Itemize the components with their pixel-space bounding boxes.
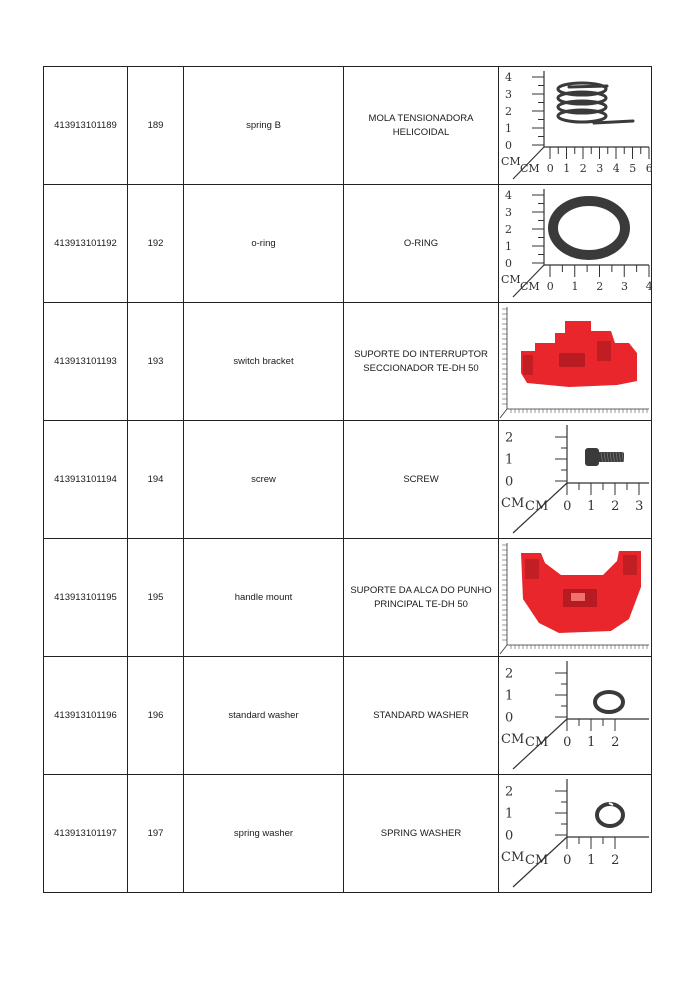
scale-y-label: 2	[505, 666, 514, 682]
scale-y-label: 2	[505, 784, 514, 800]
part-name-pt-text: SCREW	[403, 473, 439, 485]
part-photo	[499, 421, 651, 538]
scale-y-label: 0	[505, 710, 514, 726]
part-image	[499, 185, 652, 303]
scale-y-label: 0	[505, 474, 514, 490]
part-image	[499, 539, 652, 657]
part-photo	[499, 303, 651, 420]
scale-x-label: 1	[587, 499, 596, 514]
scale-y-label: 2	[505, 430, 514, 446]
table-row	[44, 67, 652, 185]
scale-unit-label: CM	[501, 732, 525, 747]
item-number: 195	[128, 539, 184, 657]
table-row	[44, 657, 652, 775]
part-name-pt	[344, 539, 499, 657]
scale-x-label: 2	[611, 853, 620, 868]
part-code: 413913101196	[44, 657, 128, 775]
part-name-en: standard washer	[184, 657, 344, 775]
part-name-pt	[344, 303, 499, 421]
screw-icon	[585, 448, 624, 466]
scale-y-label: 1	[505, 452, 514, 468]
scale-diagonal	[500, 645, 507, 654]
part-image	[499, 421, 652, 539]
part-name-en: switch bracket	[184, 303, 344, 421]
o-ring-icon	[553, 201, 625, 255]
table-row	[44, 185, 652, 303]
washer-icon	[595, 692, 623, 712]
table-row	[44, 421, 652, 539]
scale-x-label: 2	[611, 735, 620, 750]
scale-x-label: 1	[571, 280, 579, 293]
scale-unit-label: CM	[525, 735, 549, 750]
handle-mount-icon	[521, 551, 641, 633]
scale-y-label: 0	[505, 138, 512, 152]
item-number: 196	[128, 657, 184, 775]
part-code: 413913101195	[44, 539, 128, 657]
scale-x-label: 1	[587, 735, 596, 750]
scale-x-label: 0	[563, 735, 572, 750]
table-row	[44, 539, 652, 657]
part-image	[499, 67, 652, 185]
scale-x-label: 0	[546, 280, 554, 293]
scale-unit-label: CM	[525, 853, 549, 868]
scale-y-label: 1	[505, 239, 512, 253]
scale-unit-label: CM	[501, 496, 525, 511]
scale-unit-label: CM	[501, 850, 525, 865]
part-name-pt-text: SPRING WASHER	[380, 827, 462, 839]
table-row	[44, 775, 652, 893]
scale-x-label: 3	[620, 280, 628, 293]
part-name-pt	[344, 775, 499, 893]
scale-y-label: 1	[505, 121, 512, 135]
part-image	[499, 775, 652, 893]
part-name-pt-text: MOLA TENSIONADORA HELICOIDAL	[368, 112, 474, 138]
part-photo	[499, 185, 651, 302]
part-code: 413913101192	[44, 185, 128, 303]
item-number: 193	[128, 303, 184, 421]
scale-y-label: 1	[505, 688, 514, 704]
spring-icon	[558, 83, 633, 123]
part-photo	[499, 775, 651, 892]
part-code: 413913101194	[44, 421, 128, 539]
scale-y-label: 0	[505, 828, 514, 844]
part-photo	[499, 657, 651, 774]
scale-y-label: 2	[505, 222, 512, 236]
part-name-en: spring washer	[184, 775, 344, 893]
part-image	[499, 657, 652, 775]
part-name-en: screw	[184, 421, 344, 539]
item-number: 192	[128, 185, 184, 303]
part-name-pt	[344, 185, 499, 303]
parts-table-body	[44, 67, 652, 893]
part-code: 413913101193	[44, 303, 128, 421]
part-name-pt-text: O-RING	[403, 237, 439, 249]
item-number: 189	[128, 67, 184, 185]
part-code: 413913101197	[44, 775, 128, 893]
switch-bracket-icon	[521, 321, 637, 387]
scale-y-label: 3	[505, 87, 512, 101]
scale-x-label: 3	[596, 162, 604, 175]
part-image	[499, 303, 652, 421]
scale-unit-label: CM	[525, 499, 549, 514]
part-name-en: spring B	[184, 67, 344, 185]
scale-y-label: 4	[505, 188, 512, 202]
scale-y-label: 4	[505, 70, 512, 84]
part-name-pt-text: STANDARD WASHER	[373, 709, 469, 721]
part-name-en: handle mount	[184, 539, 344, 657]
part-name-pt	[344, 67, 499, 185]
table-row	[44, 303, 652, 421]
scale-y-label: 2	[505, 104, 512, 118]
scale-x-label: 6	[645, 162, 653, 175]
part-photo	[499, 67, 651, 184]
scale-unit-label: CM	[520, 280, 540, 293]
scale-x-label: 0	[546, 162, 554, 175]
item-number: 197	[128, 775, 184, 893]
scale-x-label: 4	[645, 280, 653, 293]
scale-y-label: 3	[505, 205, 512, 219]
scale-unit-label: CM	[501, 273, 521, 286]
part-name-pt	[344, 421, 499, 539]
part-name-en: o-ring	[184, 185, 344, 303]
scale-y-label: 1	[505, 806, 514, 822]
scale-y-label: 0	[505, 256, 512, 270]
item-number: 194	[128, 421, 184, 539]
scale-x-label: 0	[563, 499, 572, 514]
part-name-pt-text: SUPORTE DA ALCA DO PUNHO PRINCIPAL TE-DH 50	[350, 584, 492, 610]
scale-x-label: 1	[563, 162, 571, 175]
scale-x-label: 2	[611, 499, 620, 514]
spring-washer-icon	[597, 803, 623, 826]
scale-x-label: 5	[629, 162, 637, 175]
scale-diagonal	[500, 409, 507, 418]
part-code: 413913101189	[44, 67, 128, 185]
part-name-pt-text: SUPORTE DO INTERRUPTOR SECCIONADOR TE-DH 50	[354, 348, 488, 374]
scale-unit-label: CM	[520, 162, 540, 175]
scale-unit-label: CM	[501, 155, 521, 168]
scale-x-label: 0	[563, 853, 572, 868]
part-photo	[499, 539, 651, 656]
part-name-pt	[344, 657, 499, 775]
scale-x-label: 1	[587, 853, 596, 868]
scale-x-label: 2	[596, 280, 604, 293]
scale-x-label: 3	[635, 499, 644, 514]
scale-x-label: 2	[579, 162, 587, 175]
scale-x-label: 4	[612, 162, 620, 175]
parts-table	[43, 66, 652, 893]
